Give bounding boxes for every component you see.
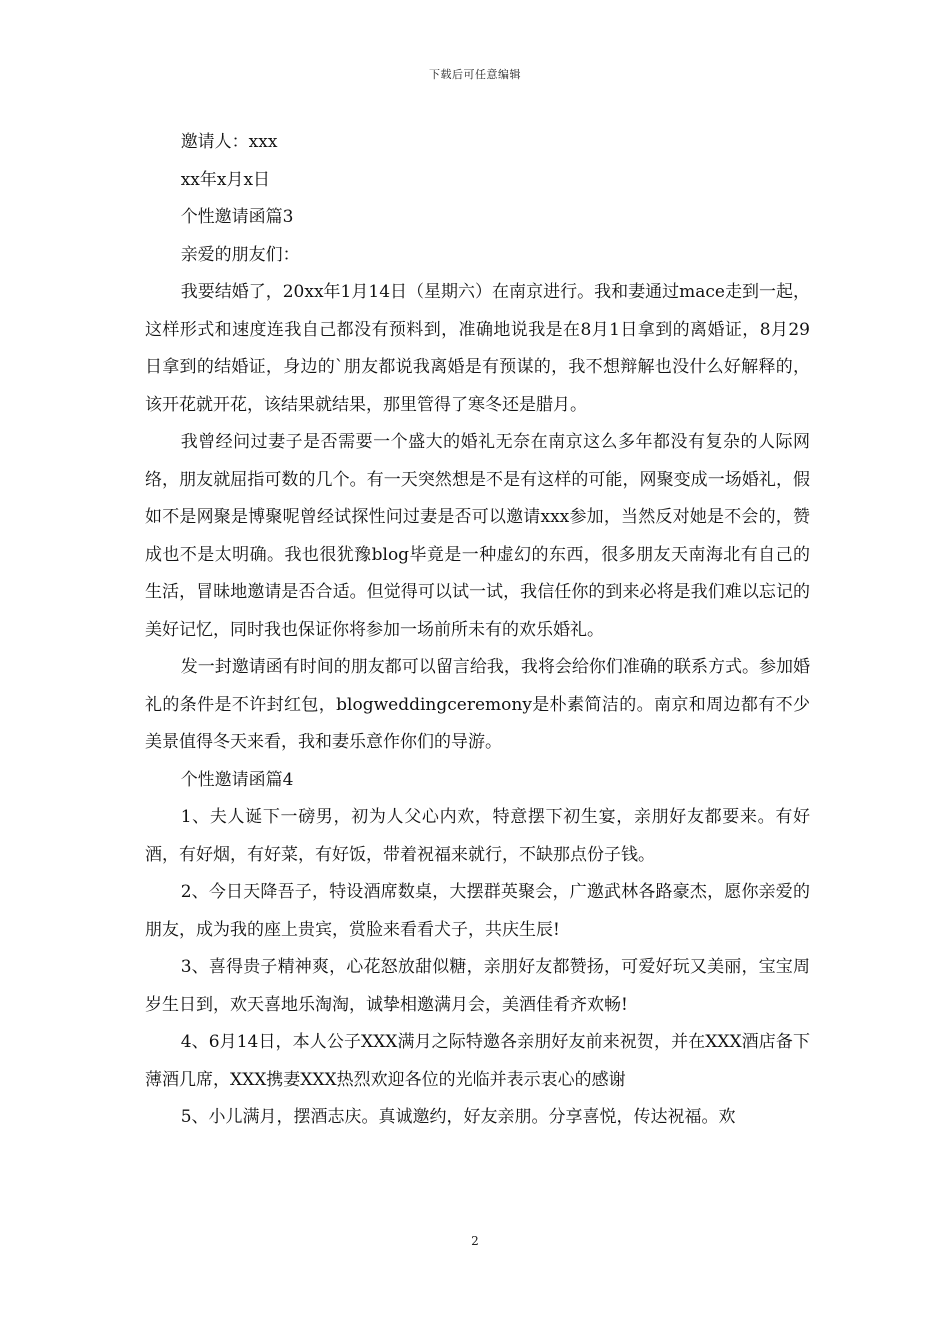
list-item: 4、6月14日，本人公子XXX满月之际特邀各亲朋好友前来祝贺，并在XXX酒店备下薄酒几席，XXX携妻XXX热烈欢迎各位的光临并表示衷心的感谢 <box>145 1032 810 1090</box>
salutation: 亲爱的朋友们： <box>180 244 300 265</box>
paragraph: 我要结婚了，20xx年1月14日（星期六）在南京进行。我和妻通过mace走到一起，这样形式和速度连我自己都没有预料到，准确地说我是在8月1日拿到的离婚证，8月29日拿到的结婚证，身边的`朋友都说我离婚是有预谋的，我不想辩解也没什么好解释的，该开花就开花，该结果就结果，那里管得了寒冬还是腊月。 <box>145 282 810 415</box>
list-item: 3、喜得贵子精神爽，心花怒放甜似糖，亲朋好友都赞扬，可爱好玩又美丽，宝宝周岁生日到，欢天喜地乐淘淘，诚挚相邀满月会，美酒佳肴齐欢畅! <box>145 957 810 1015</box>
list-item: 1、夫人诞下一磅男，初为人父心内欢，特意摆下初生宴，亲朋好友都要来。有好酒，有好烟，有好菜，有好饭，带着祝福来就行，不缺那点份子钱。 <box>145 807 810 865</box>
section-heading-4: 个性邀请函篇4 <box>180 769 294 790</box>
paragraph: 发一封邀请函有时间的朋友都可以留言给我，我将会给你们准确的联系方式。参加婚礼的条件是不许封红包，blogweddingceremony是朴素简洁的。南京和周边都有不少美景值得冬天来看，我和妻乐意作你们的导游。 <box>145 657 810 752</box>
inviter-line: 邀请人：xxx <box>180 132 278 152</box>
date-line: xx年x月x日 <box>180 169 271 190</box>
paragraph: 我曾经问过妻子是否需要一个盛大的婚礼无奈在南京这么多年都没有复杂的人际网络，朋友就屈指可数的几个。有一天突然想是不是有这样的可能，网聚变成一场婚礼，假如不是网聚是博聚呢曾经试探性问过妻是否可以邀请xxx参加，当然反对她是不会的，赞成也不是太明确。我也很犹豫blog毕竟是一种虚幻的东西，很多朋友天南海北有自己的生活，冒昧地邀请是否合适。但觉得可以试一试，我信任你的到来必将是我们难以忘记的美好记忆，同时我也保证你将参加一场前所未有的欢乐婚礼。 <box>145 432 810 640</box>
page-header: 下载后可任意编辑 <box>429 68 521 81</box>
list-item: 5、小儿满月，摆酒志庆。真诚邀约，好友亲朋。分享喜悦，传达祝福。欢 <box>180 1107 736 1127</box>
document-body <box>145 124 810 1137</box>
list-item: 2、今日天降吾子，特设酒席数桌，大摆群英聚会，广邀武林各路豪杰，愿你亲爱的朋友，成为我的座上贵宾，赏脸来看看犬子，共庆生辰! <box>145 882 810 940</box>
page-number: 2 <box>471 1234 479 1248</box>
section-heading-3: 个性邀请函篇3 <box>180 207 294 227</box>
